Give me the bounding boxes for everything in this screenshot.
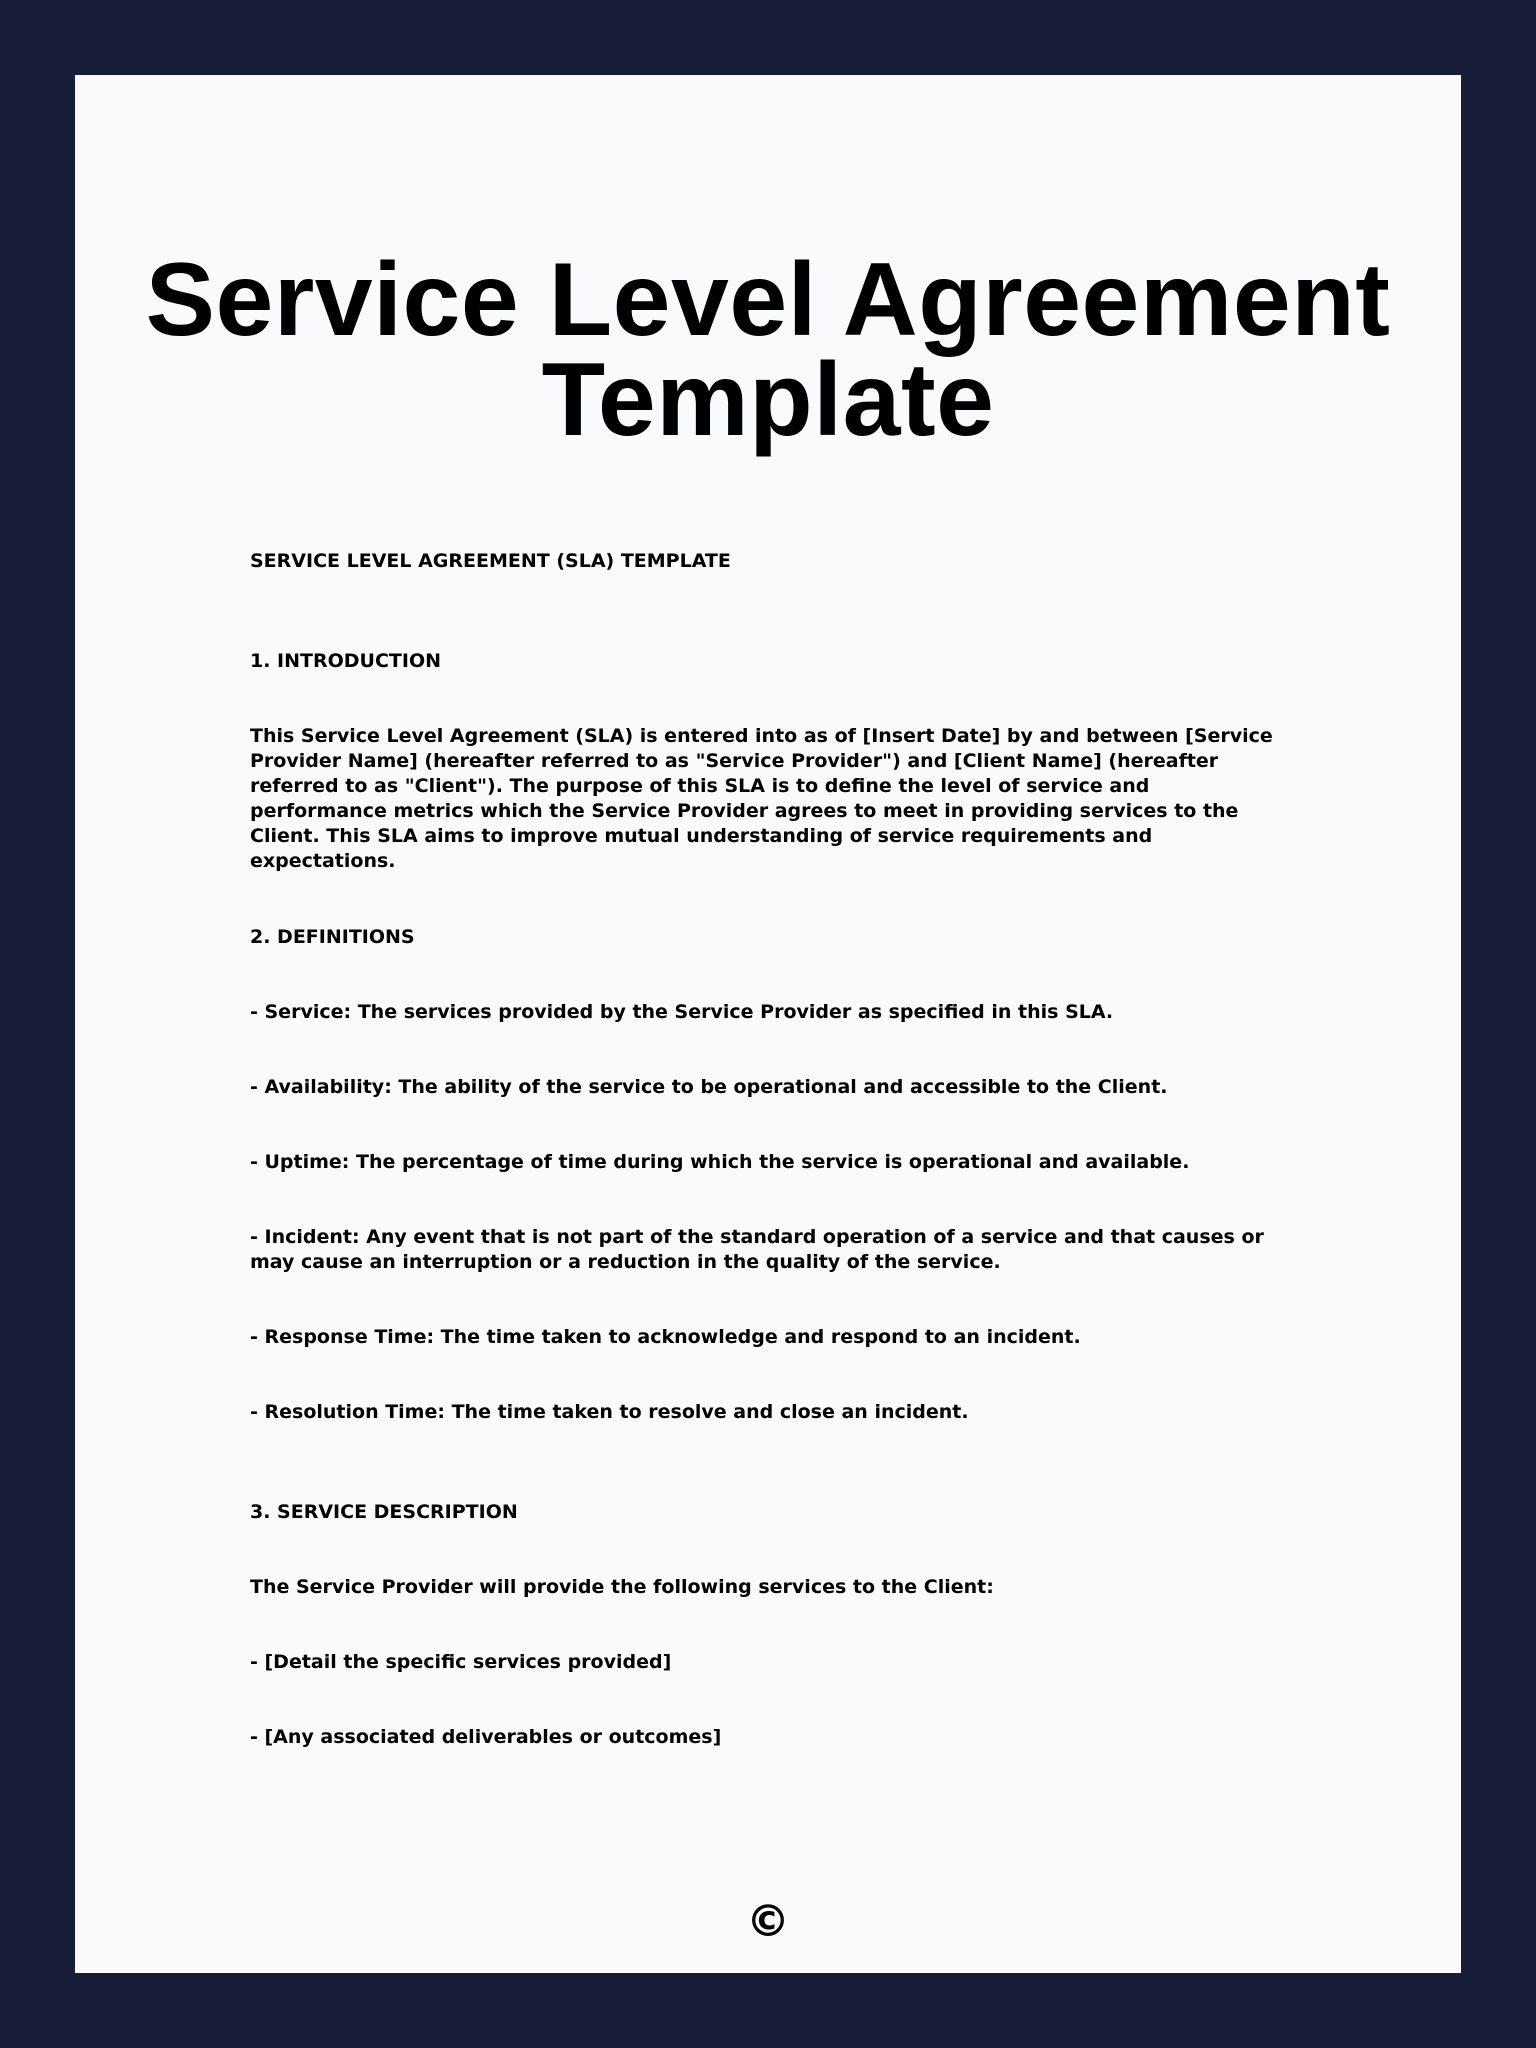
definition-item-service: - Service: The services provided by the Service Provider as specified in this SLA. bbox=[250, 1001, 1114, 1023]
definition-item-resolution-time: - Resolution Time: The time taken to resolve and close an incident. bbox=[250, 1401, 969, 1423]
definition-item-incident: - Incident: Any event that is not part of the standard operation of a service and that causes or may cause an interruption or a reduction in the quality of the service. bbox=[250, 1226, 1264, 1273]
service-list-item: - [Any associated deliverables or outcomes] bbox=[250, 1726, 722, 1748]
document-page bbox=[75, 75, 1461, 1973]
definition-item-availability: - Availability: The ability of the service to be operational and accessible to the Client. bbox=[250, 1076, 1168, 1098]
section-heading-introduction: 1. INTRODUCTION bbox=[250, 650, 441, 672]
section-heading-service-description: 3. SERVICE DESCRIPTION bbox=[250, 1501, 518, 1523]
section-heading-definitions: 2. DEFINITIONS bbox=[250, 926, 415, 948]
service-description-intro: The Service Provider will provide the following services to the Client: bbox=[250, 1576, 994, 1598]
copyright-icon: © bbox=[746, 1896, 790, 1947]
page-title-line-1: Service Level Agreement bbox=[145, 242, 1391, 358]
definition-item-uptime: - Uptime: The percentage of time during which the service is operational and available. bbox=[250, 1151, 1190, 1173]
introduction-paragraph: This Service Level Agreement (SLA) is entered into as of [Insert Date] by and between [Service Provider Name] (hereafter referred to as "Service Provider") and [Client Name] (hereafter referred to as "Client"). The purpose of this SLA is to define the level of service and performance metrics which the Service Provider agrees to meet in providing services to the Client. This SLA aims to improve mutual understanding of service requirements and expectations. bbox=[250, 725, 1273, 872]
page-title-line-2: Template bbox=[541, 342, 995, 458]
page-title bbox=[75, 242, 1461, 458]
service-list-item: - [Detail the specific services provided] bbox=[250, 1651, 672, 1673]
document-heading: SERVICE LEVEL AGREEMENT (SLA) TEMPLATE bbox=[250, 550, 731, 572]
definition-item-response-time: - Response Time: The time taken to acknowledge and respond to an incident. bbox=[250, 1326, 1081, 1348]
